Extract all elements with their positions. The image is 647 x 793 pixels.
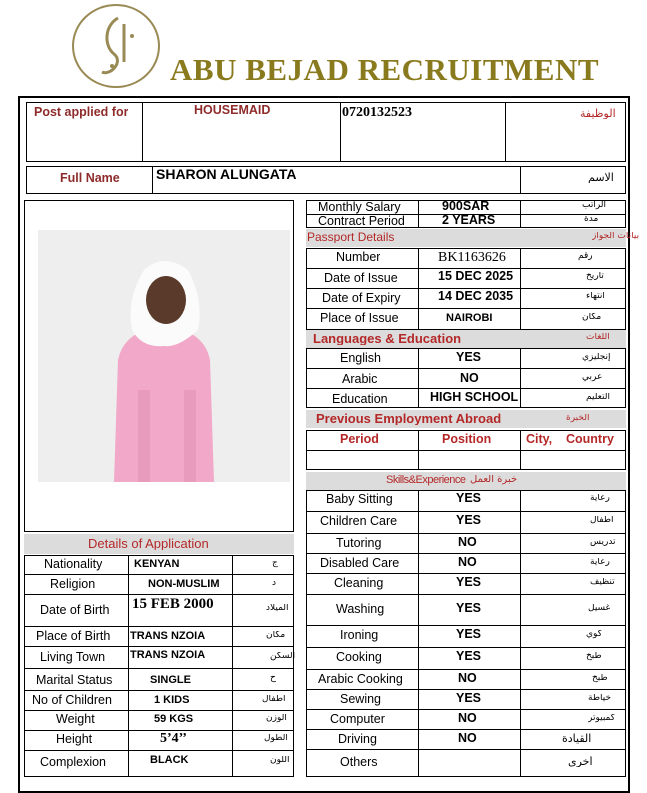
pob-value: TRANS NZOIA xyxy=(130,631,206,642)
fullname-value: SHARON ALUNGATA xyxy=(156,167,297,181)
children-value: 1 KIDS xyxy=(154,695,190,706)
passport-number: BK1163626 xyxy=(438,251,506,265)
town-value: TRANS NZOIA xyxy=(130,650,206,661)
post-value: HOUSEMAID xyxy=(194,104,271,117)
post-arabic: الوظيفة xyxy=(580,108,616,119)
candidate-photo xyxy=(38,230,290,482)
period-label: Contract Period xyxy=(318,215,405,228)
post-label: Post applied for xyxy=(34,106,129,119)
passport-expiry: 14 DEC 2035 xyxy=(438,290,514,303)
period-value: 2 YEARS xyxy=(442,214,496,227)
col-position: Position xyxy=(442,433,492,446)
employment-title: Previous Employment Abroad xyxy=(316,412,502,425)
fullname-arabic: الاسم xyxy=(588,172,614,183)
passport-title: Passport Details xyxy=(307,231,395,243)
nationality-value: KENYAN xyxy=(134,559,180,570)
fullname-label: Full Name xyxy=(60,172,120,185)
height-value: 5’4’’ xyxy=(160,732,187,746)
passport-place: NAIROBI xyxy=(446,313,493,324)
english-value: YES xyxy=(456,351,482,364)
col-period: Period xyxy=(340,433,379,446)
weight-value: 59 KGS xyxy=(154,714,194,725)
complexion-value: BLACK xyxy=(150,755,189,766)
col-country: Country xyxy=(566,433,614,446)
phone-number: 0720132523 xyxy=(342,106,412,120)
languages-title: Languages & Education xyxy=(313,332,462,345)
religion-value: NON-MUSLIM xyxy=(148,579,220,590)
skills-title: Skills&Experience xyxy=(386,475,466,486)
dob-value: 15 FEB 2000 xyxy=(132,597,214,612)
salary-label: Monthly Salary xyxy=(318,201,401,214)
brand-name: ABU BEJAD RECRUITMENT xyxy=(170,52,600,87)
salary-value: 900SAR xyxy=(442,200,490,213)
col-city: City, xyxy=(526,433,553,446)
brand-logo xyxy=(72,4,160,88)
arabic-value: NO xyxy=(460,372,479,385)
passport-issue: 15 DEC 2025 xyxy=(438,270,514,283)
education-value: HIGH SCHOOL xyxy=(430,391,519,404)
marital-value: SINGLE xyxy=(150,675,191,686)
application-title: Details of Application xyxy=(88,537,209,550)
